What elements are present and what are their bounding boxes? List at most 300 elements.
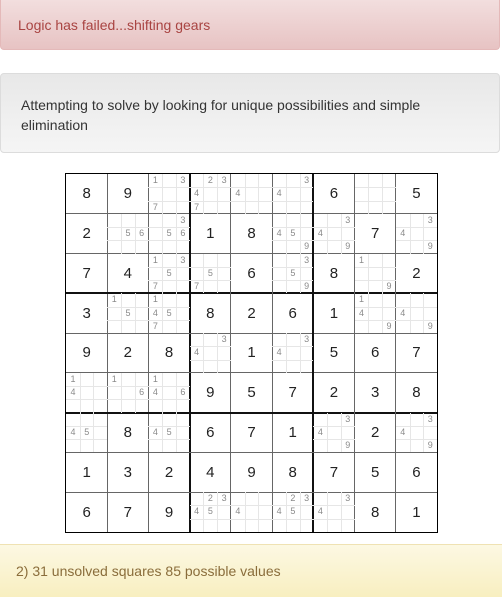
cell-value: 3: [82, 304, 91, 322]
candidate-grid-line: [148, 227, 189, 228]
cell-value: 9: [247, 463, 256, 481]
candidate-grid-line: [162, 413, 163, 453]
sudoku-cell[interactable]: [148, 452, 189, 492]
sudoku-cell[interactable]: [107, 293, 148, 333]
candidate-digit: 1: [111, 294, 117, 305]
candidate-grid-line: [203, 254, 204, 294]
candidate-grid-line: [423, 293, 424, 333]
candidate-digit: 1: [152, 175, 158, 185]
sudoku-cell[interactable]: [66, 492, 107, 532]
candidate-grid-line: [148, 201, 189, 202]
strategy-text: Attempting to solve by looking for unique possibilities and simple elimination: [21, 97, 421, 133]
cell-value: 2: [247, 304, 256, 322]
candidate-grid-line: [286, 214, 287, 254]
cell-value: 8: [329, 264, 339, 282]
candidate-digit: 2: [207, 175, 213, 185]
sudoku-cell[interactable]: [148, 333, 189, 373]
sudoku-cell[interactable]: [107, 413, 148, 453]
candidate-grid-line: [107, 307, 148, 308]
candidate-digit: 2: [290, 493, 296, 504]
candidate-grid-line: [66, 386, 107, 387]
candidate-grid-line: [423, 413, 424, 453]
candidate-grid-line: [327, 214, 328, 254]
candidate-grid-line: [190, 505, 231, 506]
candidate-digit: 4: [400, 426, 406, 437]
candidate-grid-line: [66, 426, 107, 427]
cell-value: 6: [370, 344, 380, 362]
cell-value: 2: [123, 344, 132, 362]
cell-value: 5: [247, 384, 256, 402]
candidate-digit: 4: [276, 228, 282, 239]
candidate-grid-line: [272, 346, 313, 347]
cell-value: 7: [412, 344, 421, 362]
sudoku-cell[interactable]: [396, 254, 437, 294]
candidate-grid-line: [355, 267, 396, 268]
cell-value: 6: [247, 264, 256, 282]
cell-value: 1: [288, 424, 297, 442]
cell-value: 2: [82, 225, 91, 243]
sudoku-cell[interactable]: [355, 333, 396, 373]
cell-value: 4: [123, 264, 132, 282]
candidate-grid-line: [148, 280, 189, 281]
candidate-grid-line: [80, 373, 81, 413]
candidate-digit: 4: [359, 307, 365, 318]
candidate-grid-line: [286, 254, 287, 294]
sudoku-cell[interactable]: [272, 333, 313, 373]
sudoku-cell[interactable]: [396, 373, 437, 413]
candidate-digit: 4: [70, 387, 76, 398]
sudoku-cell[interactable]: [107, 214, 148, 254]
candidate-digit: 3: [304, 254, 310, 265]
sudoku-cell[interactable]: [148, 214, 189, 254]
candidate-grid-line: [396, 320, 437, 321]
candidate-digit: 4: [235, 188, 241, 199]
sudoku-cell[interactable]: [313, 452, 354, 492]
candidate-grid-line: [121, 373, 122, 413]
candidate-grid-line: [135, 214, 136, 254]
candidate-digit: 7: [152, 281, 158, 292]
candidate-grid-line: [313, 426, 354, 427]
candidate-digit: 3: [180, 175, 186, 185]
sudoku-cell[interactable]: [66, 293, 107, 333]
sudoku-cell[interactable]: [107, 492, 148, 532]
candidate-grid-line: [410, 413, 411, 453]
candidate-grid-line: [217, 174, 218, 214]
cell-value: 5: [370, 463, 380, 481]
candidate-digit: 4: [152, 307, 158, 318]
sudoku-cell[interactable]: [313, 293, 354, 333]
sudoku-cell[interactable]: [107, 333, 148, 373]
cell-value: 6: [288, 304, 297, 322]
cell-value: 8: [370, 503, 380, 521]
candidate-digit: 5: [290, 267, 296, 278]
candidate-digit: 5: [166, 267, 172, 278]
sudoku-cell[interactable]: [107, 373, 148, 413]
sudoku-cell[interactable]: [190, 293, 231, 333]
sudoku-cell[interactable]: [66, 174, 107, 214]
candidate-digit: 4: [70, 426, 76, 437]
sudoku-cell[interactable]: [107, 254, 148, 294]
candidate-grid-line: [107, 320, 148, 321]
candidate-digit: 4: [152, 426, 158, 437]
candidate-digit: 4: [400, 307, 406, 318]
candidate-grid-line: [355, 307, 396, 308]
candidate-grid-line: [341, 413, 342, 453]
candidate-grid-line: [121, 214, 122, 254]
sudoku-cell[interactable]: [231, 373, 272, 413]
sudoku-cell[interactable]: [272, 373, 313, 413]
sudoku-cell[interactable]: [190, 254, 231, 294]
candidate-grid-line: [231, 505, 272, 506]
sudoku-cell[interactable]: [231, 333, 272, 373]
candidate-grid-line: [286, 492, 287, 532]
sudoku-cell[interactable]: [148, 492, 189, 532]
candidate-grid-line: [203, 174, 204, 214]
sudoku-cell[interactable]: [66, 333, 107, 373]
sudoku-cell[interactable]: [66, 254, 107, 294]
candidate-grid-line: [272, 360, 313, 361]
grid-line: [230, 174, 231, 532]
sudoku-cell[interactable]: [107, 452, 148, 492]
candidate-grid-line: [176, 293, 177, 333]
sudoku-cell[interactable]: [231, 452, 272, 492]
cell-value: 7: [329, 463, 339, 481]
cell-value: 6: [329, 185, 339, 203]
candidate-grid-line: [382, 254, 383, 294]
candidate-digit: 3: [427, 214, 433, 225]
candidate-grid-line: [231, 201, 272, 202]
candidate-grid-line: [382, 174, 383, 214]
candidate-digit: 5: [290, 228, 296, 239]
candidate-grid-line: [176, 254, 177, 294]
candidate-digit: 5: [166, 307, 172, 318]
sudoku-cell[interactable]: [355, 293, 396, 333]
candidate-grid-line: [368, 293, 369, 333]
candidate-digit: 3: [345, 493, 351, 504]
candidate-digit: 3: [221, 175, 227, 185]
candidate-digit: 1: [111, 373, 117, 384]
cell-value: 8: [164, 344, 174, 362]
candidate-grid-line: [190, 346, 231, 347]
candidate-digit: 1: [70, 373, 76, 384]
cell-value: 9: [206, 384, 215, 402]
candidate-digit: 3: [345, 214, 351, 225]
candidate-digit: 3: [180, 214, 186, 225]
candidate-grid-line: [272, 227, 313, 228]
candidate-digit: 9: [304, 241, 310, 252]
candidate-grid-line: [148, 426, 189, 427]
candidate-grid-line: [245, 174, 246, 214]
sudoku-cell[interactable]: [272, 174, 313, 214]
candidate-digit: 5: [125, 307, 131, 318]
candidate-grid-line: [272, 519, 313, 520]
candidate-digit: 6: [139, 228, 145, 239]
sudoku-cell[interactable]: [66, 214, 107, 254]
candidate-digit: 1: [359, 294, 365, 305]
sudoku-cell[interactable]: [190, 214, 231, 254]
candidate-grid-line: [93, 373, 94, 413]
grid-line: [66, 492, 437, 493]
candidate-digit: 6: [139, 387, 145, 398]
candidate-grid-line: [355, 187, 396, 188]
sudoku-cell[interactable]: [272, 293, 313, 333]
candidate-digit: 7: [152, 201, 158, 212]
sudoku-cell[interactable]: [231, 413, 272, 453]
sudoku-cell[interactable]: [190, 373, 231, 413]
sudoku-cell[interactable]: [148, 373, 189, 413]
candidate-grid-line: [148, 386, 189, 387]
sudoku-cell[interactable]: [355, 413, 396, 453]
cell-value: 4: [206, 463, 215, 481]
sudoku-cell[interactable]: [148, 293, 189, 333]
candidate-grid-line: [272, 240, 313, 241]
candidate-digit: 3: [345, 413, 351, 424]
candidate-digit: 4: [317, 228, 323, 239]
candidate-grid-line: [258, 492, 259, 532]
candidate-digit: 7: [152, 320, 158, 331]
candidate-grid-line: [190, 360, 231, 361]
sudoku-cell[interactable]: [231, 174, 272, 214]
sudoku-cell[interactable]: [313, 373, 354, 413]
strategy-panel: [0, 73, 500, 153]
sudoku-cell[interactable]: [313, 214, 354, 254]
sudoku-cell[interactable]: [396, 413, 437, 453]
sudoku-cell[interactable]: [396, 174, 437, 214]
sudoku-cell[interactable]: [190, 492, 231, 532]
candidate-grid-line: [355, 280, 396, 281]
candidate-digit: 9: [345, 241, 351, 252]
cell-value: 8: [123, 424, 132, 442]
sudoku-cell[interactable]: [190, 174, 231, 214]
cell-value: 3: [123, 463, 132, 481]
candidate-digit: 1: [152, 294, 158, 305]
cell-value: 1: [329, 304, 339, 322]
candidate-grid-line: [355, 201, 396, 202]
candidate-grid-line: [313, 240, 354, 241]
candidate-digit: 5: [166, 228, 172, 239]
candidate-grid-line: [148, 240, 189, 241]
sudoku-cell[interactable]: [66, 373, 107, 413]
candidate-grid-line: [327, 413, 328, 453]
sudoku-cell[interactable]: [231, 214, 272, 254]
candidate-digit: 4: [276, 188, 282, 199]
candidate-grid-line: [327, 492, 328, 532]
candidate-grid-line: [231, 519, 272, 520]
alert-failed: [0, 0, 500, 50]
candidate-grid-line: [176, 373, 177, 413]
sudoku-cell[interactable]: [313, 333, 354, 373]
cell-value: 1: [247, 344, 256, 362]
sudoku-cell[interactable]: [396, 214, 437, 254]
alert-message: Logic has failed...shifting gears: [18, 17, 211, 33]
cell-value: 7: [123, 503, 132, 521]
sudoku-cell[interactable]: [231, 254, 272, 294]
candidate-grid-line: [396, 439, 437, 440]
candidate-grid-line: [121, 293, 122, 333]
candidate-digit: 5: [166, 426, 172, 437]
candidate-grid-line: [272, 267, 313, 268]
candidate-digit: 4: [194, 347, 200, 358]
candidate-digit: 6: [180, 387, 186, 398]
sudoku-cell[interactable]: [190, 333, 231, 373]
candidate-digit: 3: [221, 334, 227, 345]
candidate-grid-line: [148, 187, 189, 188]
status-text: 2) 31 unsolved squares 85 possible values: [16, 563, 281, 579]
candidate-digit: 9: [386, 281, 392, 292]
candidate-grid-line: [300, 174, 301, 214]
sudoku-cell[interactable]: [313, 492, 354, 532]
sudoku-cell[interactable]: [190, 413, 231, 453]
candidate-grid-line: [396, 227, 437, 228]
candidate-grid-line: [162, 293, 163, 333]
cell-value: 1: [206, 225, 215, 243]
candidate-grid-line: [368, 174, 369, 214]
candidate-digit: 4: [317, 506, 323, 517]
cell-value: 7: [247, 424, 256, 442]
candidate-grid-line: [203, 492, 204, 532]
candidate-digit: 5: [125, 228, 131, 239]
cell-value: 6: [82, 503, 91, 521]
cell-value: 8: [288, 463, 297, 481]
sudoku-cell[interactable]: [272, 492, 313, 532]
cell-value: 7: [370, 225, 380, 243]
candidate-grid-line: [272, 187, 313, 188]
cell-value: 6: [206, 424, 215, 442]
grid-line: [66, 452, 437, 453]
cell-value: 6: [412, 463, 421, 481]
candidate-grid-line: [355, 320, 396, 321]
candidate-digit: 4: [276, 347, 282, 358]
candidate-digit: 3: [304, 334, 310, 345]
candidate-digit: 4: [194, 188, 200, 199]
candidate-grid-line: [217, 254, 218, 294]
sudoku-cell[interactable]: [355, 452, 396, 492]
candidate-grid-line: [148, 439, 189, 440]
sudoku-cell[interactable]: [396, 333, 437, 373]
sudoku-cell[interactable]: [231, 293, 272, 333]
cell-value: 8: [412, 384, 421, 402]
cell-value: 3: [370, 384, 380, 402]
status-bar: [0, 544, 502, 597]
candidate-grid-line: [341, 492, 342, 532]
sudoku-cell[interactable]: [107, 174, 148, 214]
sudoku-cell[interactable]: [355, 492, 396, 532]
sudoku-cell[interactable]: [272, 214, 313, 254]
candidate-grid-line: [190, 187, 231, 188]
candidate-grid-line: [410, 214, 411, 254]
candidate-grid-line: [162, 174, 163, 214]
candidate-digit: 1: [152, 373, 158, 384]
cell-value: 1: [412, 503, 421, 521]
candidate-grid-line: [313, 439, 354, 440]
candidate-grid-line: [162, 254, 163, 294]
candidate-digit: 3: [304, 493, 310, 504]
candidate-grid-line: [217, 333, 218, 373]
candidate-grid-line: [148, 267, 189, 268]
candidate-grid-line: [107, 386, 148, 387]
sudoku-cell[interactable]: [190, 452, 231, 492]
candidate-digit: 6: [180, 228, 186, 239]
cell-value: 7: [288, 384, 297, 402]
cell-value: 8: [206, 304, 215, 322]
candidate-digit: 3: [221, 493, 227, 504]
candidate-digit: 3: [304, 175, 310, 185]
candidate-grid-line: [203, 333, 204, 373]
sudoku-cell[interactable]: [66, 413, 107, 453]
candidate-grid-line: [396, 307, 437, 308]
candidate-grid-line: [300, 254, 301, 294]
candidate-digit: 7: [194, 201, 200, 212]
sudoku-cell[interactable]: [148, 254, 189, 294]
candidate-grid-line: [162, 214, 163, 254]
candidate-digit: 9: [345, 440, 351, 451]
sudoku-cell[interactable]: [148, 413, 189, 453]
sudoku-cell[interactable]: [231, 492, 272, 532]
candidate-digit: 9: [386, 320, 392, 331]
candidate-digit: 1: [359, 254, 365, 265]
candidate-grid-line: [272, 280, 313, 281]
sudoku-cell[interactable]: [313, 413, 354, 453]
cell-value: 9: [82, 344, 91, 362]
candidate-grid-line: [300, 333, 301, 373]
sudoku-cell[interactable]: [66, 452, 107, 492]
sudoku-cell[interactable]: [272, 413, 313, 453]
candidate-grid-line: [286, 174, 287, 214]
candidate-digit: 4: [317, 426, 323, 437]
sudoku-cell[interactable]: [355, 373, 396, 413]
sudoku-cell[interactable]: [355, 254, 396, 294]
candidate-grid-line: [190, 519, 231, 520]
candidate-digit: 4: [194, 506, 200, 517]
sudoku-cell[interactable]: [396, 492, 437, 532]
candidate-digit: 9: [427, 320, 433, 331]
sudoku-cell[interactable]: [313, 254, 354, 294]
cell-value: 8: [82, 185, 91, 203]
candidate-grid-line: [66, 399, 107, 400]
sudoku-cell[interactable]: [313, 174, 354, 214]
candidate-grid-line: [272, 201, 313, 202]
candidate-grid-line: [341, 214, 342, 254]
candidate-digit: 5: [84, 426, 90, 437]
candidate-digit: 9: [427, 241, 433, 252]
candidate-digit: 4: [152, 387, 158, 398]
candidate-digit: 9: [427, 440, 433, 451]
sudoku-cell[interactable]: [355, 214, 396, 254]
candidate-grid-line: [135, 373, 136, 413]
sudoku-cell[interactable]: [272, 254, 313, 294]
cell-value: 9: [164, 503, 174, 521]
candidate-digit: 5: [290, 506, 296, 517]
sudoku-cell[interactable]: [272, 452, 313, 492]
candidate-grid-line: [396, 426, 437, 427]
candidate-grid-line: [148, 399, 189, 400]
sudoku-cell[interactable]: [355, 174, 396, 214]
sudoku-cell[interactable]: [148, 174, 189, 214]
candidate-digit: 3: [180, 254, 186, 265]
sudoku-cell[interactable]: [396, 293, 437, 333]
candidate-grid-line: [231, 187, 272, 188]
candidate-grid-line: [66, 439, 107, 440]
cell-value: 8: [247, 225, 256, 243]
candidate-grid-line: [176, 413, 177, 453]
candidate-grid-line: [382, 293, 383, 333]
candidate-grid-line: [190, 280, 231, 281]
candidate-grid-line: [107, 399, 148, 400]
cell-value: 5: [329, 344, 339, 362]
cell-value: 1: [82, 463, 91, 481]
candidate-grid-line: [107, 240, 148, 241]
sudoku-cell[interactable]: [396, 452, 437, 492]
